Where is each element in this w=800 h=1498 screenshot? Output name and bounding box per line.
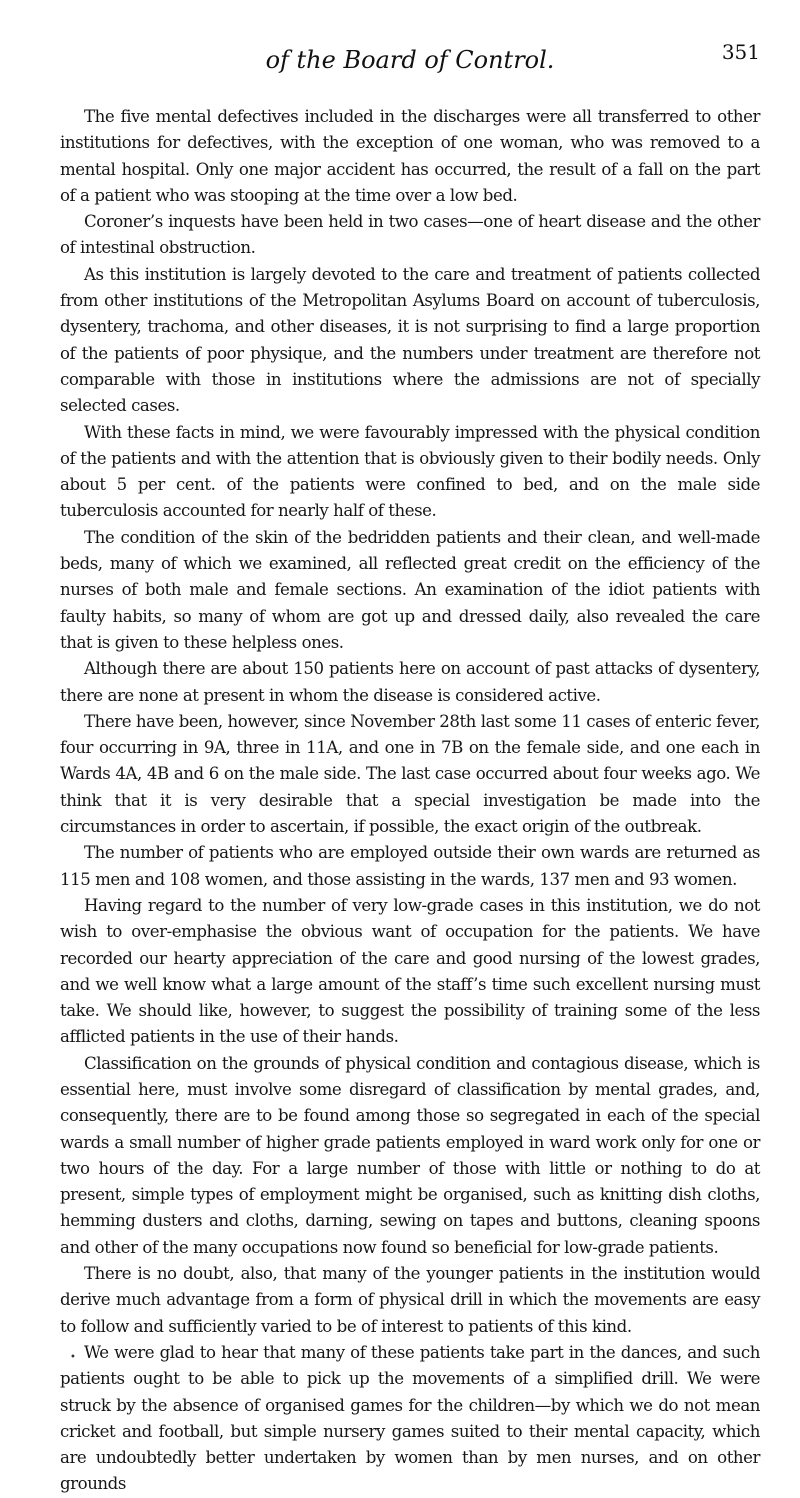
paragraph: The condition of the skin of the bedridden patients and their clean, and well-made beds, many of which we examined, all reflected great credit on the efficiency of the nurses of both male and female sections. An examination of the idiot patients with faulty habits, so many of whom are got up and dressed daily, also revealed the care that is given to these helpless ones. [60, 527, 760, 652]
paragraph: We were glad to hear that many of these patients take part in the dances, and such patients ought to be able to pick up the movements of a simplified drill. We were struck by the absence of organised games for the children—by which we do not mean cricket and football, but simple nursery games suited to their mental capacity, which are undoubtedly better undertaken by women than by men nurses, and on other grounds [60, 1342, 760, 1494]
paragraph: With these facts in mind, we were favourably impressed with the physical condition of the patients and with the attention that is obviously given to their bodily needs. Only about 5 per cent. of the patients were confined to bed, and on the male side tuberculosis accounted for nearly half of these. [60, 422, 760, 521]
running-head: of the Board of Control. [265, 46, 555, 74]
paragraph: There have been, however, since November 28th last some 11 cases of enteric fever, four occurring in 9A, three in 11A, and one in 7B on the female side, and one each in Wards 4A, 4B and 6 on the male side. The last case occurred about four weeks ago. We think that it is very desirable that a special investigation be made into the circumstances in order to ascertain, if possible, the exact origin of the outbreak. [60, 711, 760, 837]
paragraph: Having regard to the number of very low-grade cases in this institution, we do not wish to over-emphasise the obvious want of occupation for the patients. We have recorded our hearty appreciation of the care and good nursing of the lowest grades, and we well know what a large amount of the staff’s time such excellent nursing must take. We should like, however, to suggest the possibility of training some of the less afflicted patients in the use of their hands. [60, 895, 760, 1047]
page-number: 351 [721, 40, 760, 64]
paragraph: Classification on the grounds of physical condition and contagious disease, which is essential here, must involve some disregard of classification by mental grades, and, consequently, there are to be found among those so segregated in each of the special wards a small number of higher grade patients employed in ward work only for one or two hours of the day. For a large number of those with little or nothing to do at present, simple types of employment might be organised, such as knitting dish cloths, hemming dusters and cloths, darning, sewing on tapes and buttons, cleaning spoons and other of the many occupations now found so beneficial for low-grade patients. [60, 1053, 760, 1257]
paragraph: There is no doubt, also, that many of the younger patients in the institution would derive much advantage from a form of physical drill in which the movements are easy to follow and sufficiently varied to be of interest to patients of this kind. [60, 1264, 760, 1336]
paragraph: Coroner’s inquests have been held in two cases—one of heart disease and the other of intestinal obstruction. [60, 212, 760, 258]
body-text [60, 104, 760, 1498]
page-header [60, 40, 760, 90]
paragraph: Although there are about 150 patients here on account of past attacks of dysentery, there are none at present in whom the disease is considered active. [60, 659, 760, 705]
footer-bullet-mark: • [70, 1352, 76, 1363]
paragraph: The five mental defectives included in the discharges were all transferred to other institutions for defectives, with the exception of one woman, who was removed to a mental hospital. Only one major accident has occurred, the result of a fall on the part of a patient who was stooping at the time over a low bed. [60, 107, 760, 205]
paragraph: As this institution is largely devoted to the care and treatment of patients collected from other institutions of the Metropolitan Asylums Board on account of tuberculosis, dysentery, trachoma, and other diseases, it is not surprising to find a large proportion of the patients of poor physique, and the numbers under treatment are therefore not comparable with those in institutions where the admissions are not of specially selected cases. [60, 264, 760, 416]
paragraph: The number of patients who are employed outside their own wards are returned as 115 men and 108 women, and those assisting in the wards, 137 men and 93 women. [60, 843, 760, 889]
